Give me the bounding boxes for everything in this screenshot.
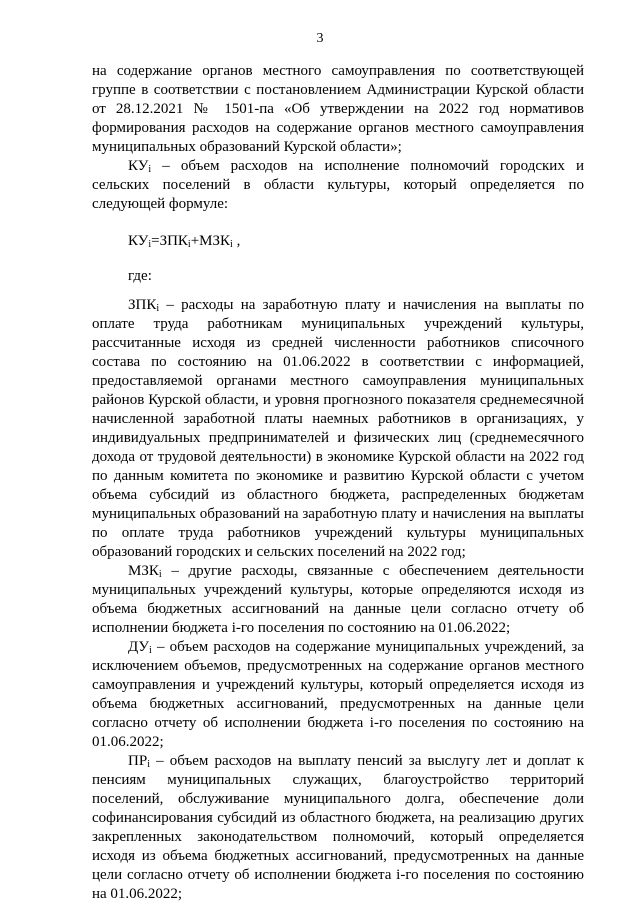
formula-mzk: +МЗК [190, 233, 231, 249]
document-body [92, 62, 584, 904]
formula-zpk: =ЗПК [151, 233, 188, 249]
formula-end: , [232, 233, 241, 249]
formula-sub-3: i [230, 239, 233, 250]
paragraph-ku-definition [92, 157, 584, 214]
where-label: где: [128, 268, 152, 284]
paragraph-pr-definition [92, 752, 584, 904]
term-zpk-subscript: i [156, 303, 160, 314]
term-du-subscript: i [149, 645, 152, 656]
formula-ku: КУ [128, 233, 149, 249]
term-ku: КУ [128, 158, 149, 174]
term-du-text: – объем расходов на содержание муниципальных учреждений, за исключением объемов, предусмотренных на содержание органов местного самоуправления и учреждений культуры, который определяется исходя из объема бюджетных ассигнований, предусмотренных на данные цели согласно отчету об исполнении бюджета i-го поселения по состоянию на 01.06.2022; [92, 639, 584, 750]
formula [92, 232, 584, 251]
paragraph-mzk-definition [92, 562, 584, 638]
term-pr-subscript: i [147, 759, 150, 770]
term-mzk-subscript: i [158, 569, 162, 580]
term-zpk: ЗПК [128, 297, 157, 313]
page-number: 3 [316, 31, 324, 46]
paragraph-continuation: на содержание органов местного самоуправления по соответствующей группе в соответствии с постановлением Администрации Курской области от 28.12.2021 № 1501-па «Об утверждении на 2022 год нормативов формирования расходов на содержание органов местного самоуправления муниципальных образований Курской области»; [92, 63, 584, 155]
term-ku-subscript: i [148, 164, 152, 175]
formula-sub-1: i [148, 239, 152, 250]
paragraph-du-definition [92, 638, 584, 752]
term-mzk-text: – другие расходы, связанные с обеспечением деятельности муниципальных учреждений культуры, которые определяются исходя из объема бюджетных ассигнований на данные цели согласно отчету об исполнении бюджета i-го поселения по состоянию на 01.06.2022; [92, 563, 584, 636]
term-ku-text: – объем расходов на исполнение полномочий городских и сельских поселений в области культуры, который определяется по следующей формуле: [92, 158, 584, 212]
term-mzk: МЗК [128, 563, 159, 579]
term-zpk-text: – расходы на заработную плату и начисления на выплаты по оплате труда работникам муниципальных учреждений культуры, рассчитанные исходя из средней численности работников списочного состава по состоянию на 01.06.2022 в соответствии с информацией, предоставляемой органами местного самоуправления муниципальных районов Курской области, и уровня прогнозного показателя среднемесячной начисленной заработной платы наемных работников в организациях, у индивидуальных предпринимателей и физических лиц (среднемесячного дохода от трудовой деятельности) в экономике Курской области на 2022 год по данным комитета по экономике и развитию Курской области с учетом объема субсидий из областного бюджета, распределенных бюджетам муниципальных образований на заработную плату и начисления на выплаты по оплате труда работников учреждений культуры муниципальных образований городских и сельских поселений на 2022 год; [92, 297, 584, 560]
term-pr-text: – объем расходов на выплату пенсий за выслугу лет и доплат к пенсиям муниципальных служащих, благоустройство территорий поселений, обслуживание муниципального долга, обеспечение доли софинансирования субсидий из областного бюджета, на реализацию других закрепленных законодательством полномочий, который определяется исходя из объема бюджетных ассигнований, предусмотренных на данные цели согласно отчету об исполнении бюджета i-го поселения по состоянию на 01.06.2022; [92, 753, 584, 902]
term-pr: ПР [128, 753, 148, 769]
paragraph-zpk-definition [92, 296, 584, 562]
formula-sub-2: i [187, 239, 191, 250]
term-du: ДУ [128, 639, 150, 655]
